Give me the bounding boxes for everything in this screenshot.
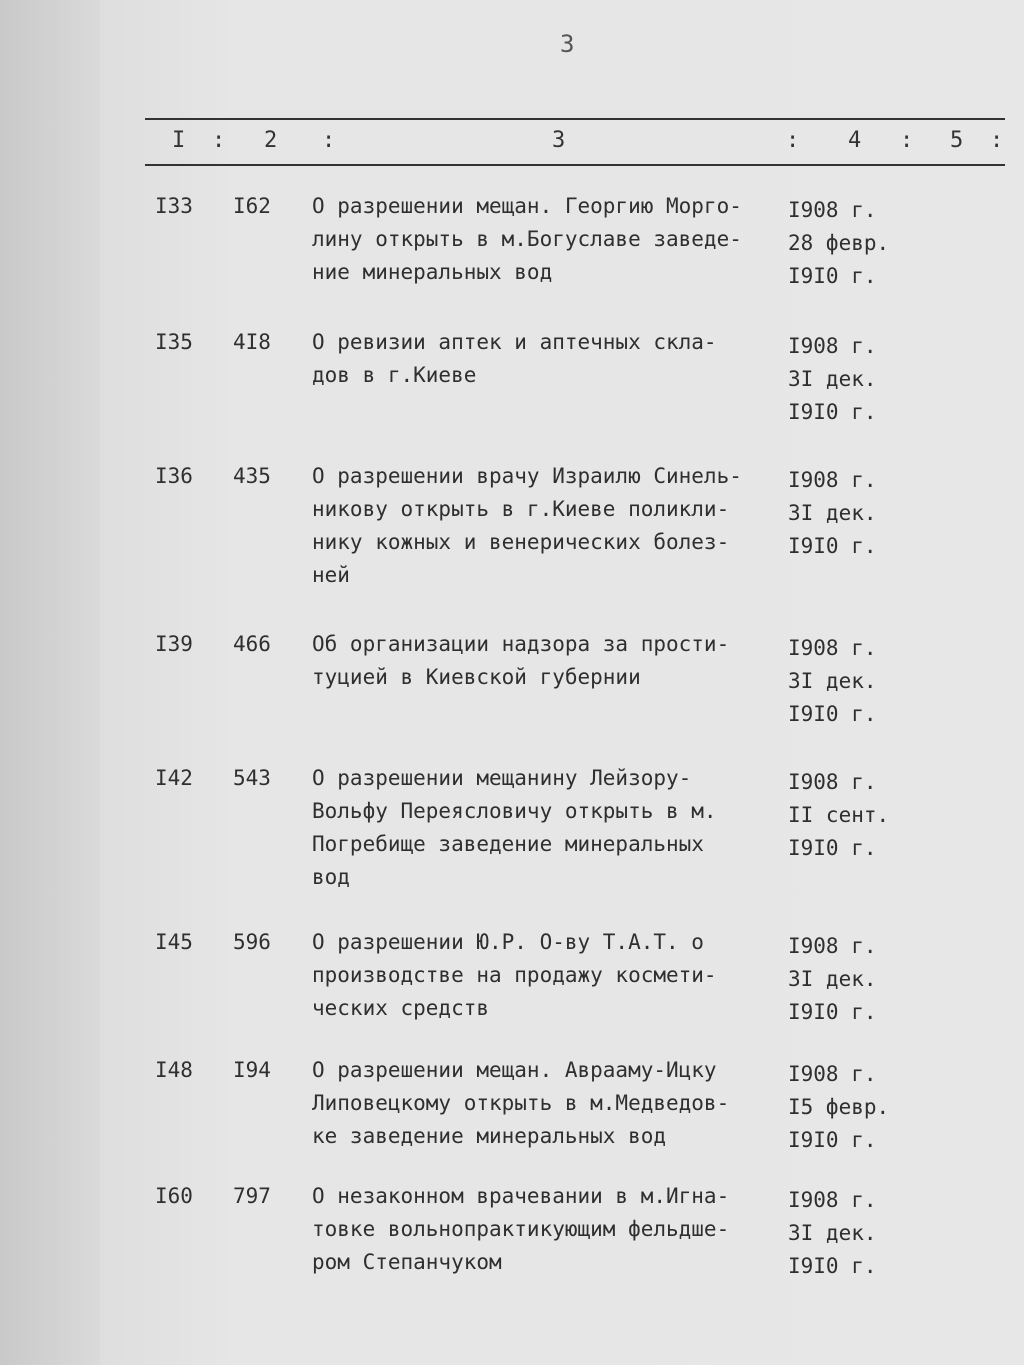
title-line: вод — [312, 865, 350, 889]
title-line: Об организации надзора за прости- — [312, 632, 730, 656]
entry-title — [312, 926, 788, 1025]
date-line: I908 г. — [788, 636, 877, 660]
title-line: ке заведение минеральных вод — [312, 1124, 667, 1148]
case-number: 466 — [233, 632, 271, 656]
date-line: I908 г. — [788, 334, 877, 358]
title-line: О незаконном врачевании в м.Игна- — [312, 1184, 730, 1208]
entry-title — [312, 762, 788, 894]
case-number: I94 — [233, 1058, 271, 1082]
entry-number: I39 — [155, 632, 193, 656]
entry-dates — [788, 330, 898, 429]
title-line: Вольфу Переясловичу открыть в м. — [312, 799, 717, 823]
entry-number: I36 — [155, 464, 193, 488]
title-line: ром Степанчуком — [312, 1250, 502, 1274]
title-line: лину открыть в м.Богуславе заведе- — [312, 227, 742, 251]
entry-title — [312, 628, 788, 694]
entry-dates — [788, 632, 898, 731]
entry-title — [312, 190, 788, 289]
date-line: I9I0 г. — [788, 534, 877, 558]
header-col-4: 4 — [848, 128, 862, 153]
page-number: 3 — [560, 30, 575, 58]
date-line: I9I0 г. — [788, 400, 877, 424]
table-top-rule — [145, 118, 1005, 120]
header-separator: : — [990, 128, 1004, 153]
title-line: О разрешении мещанину Лейзору- — [312, 766, 692, 790]
title-line: О разрешении Ю.Р. О-ву Т.А.Т. о — [312, 930, 704, 954]
title-line: товке вольнопрактикующим фельдше- — [312, 1217, 730, 1241]
title-line: дов в г.Киеве — [312, 363, 477, 387]
case-number: 596 — [233, 930, 271, 954]
entry-dates — [788, 194, 898, 293]
date-line: I5 февр. — [788, 1095, 890, 1119]
date-line: 28 февр. — [788, 231, 890, 255]
title-line: О разрешении врачу Израилю Синель- — [312, 464, 742, 488]
entry-dates — [788, 464, 898, 563]
title-line: ние минеральных вод — [312, 260, 553, 284]
table-header-rule — [145, 164, 1005, 166]
header-col-5: 5 — [950, 128, 964, 153]
date-line: I908 г. — [788, 198, 877, 222]
date-line: 3I дек. — [788, 501, 877, 525]
entry-number: I42 — [155, 766, 193, 790]
date-line: I9I0 г. — [788, 1000, 877, 1024]
entry-title — [312, 1054, 788, 1153]
header-col-2: 2 — [264, 128, 278, 153]
date-line: 3I дек. — [788, 367, 877, 391]
title-line: Погребище заведение минеральных — [312, 832, 704, 856]
title-line: производстве на продажу космети- — [312, 963, 717, 987]
entry-dates — [788, 1184, 898, 1283]
date-line: 3I дек. — [788, 669, 877, 693]
header-col-3: 3 — [552, 128, 566, 153]
title-line: никову открыть в г.Киеве поликли- — [312, 497, 730, 521]
entry-dates — [788, 766, 898, 865]
date-line: I9I0 г. — [788, 264, 877, 288]
entry-number: I48 — [155, 1058, 193, 1082]
date-line: 3I дек. — [788, 967, 877, 991]
previous-page-edge — [0, 0, 110, 1365]
entry-number: I60 — [155, 1184, 193, 1208]
date-line: I9I0 г. — [788, 1254, 877, 1278]
date-line: I908 г. — [788, 1188, 877, 1212]
title-line: О ревизии аптек и аптечных скла- — [312, 330, 717, 354]
title-line: ческих средств — [312, 996, 490, 1020]
title-line: ней — [312, 563, 350, 587]
entry-title — [312, 460, 788, 592]
date-line: I908 г. — [788, 1062, 877, 1086]
entry-dates — [788, 1058, 898, 1157]
date-line: I908 г. — [788, 770, 877, 794]
date-line: I908 г. — [788, 934, 877, 958]
date-line: I9I0 г. — [788, 836, 877, 860]
header-separator: : — [212, 128, 226, 153]
table-header — [0, 128, 1024, 164]
title-line: Липовецкому открыть в м.Медведов- — [312, 1091, 730, 1115]
header-separator: : — [322, 128, 336, 153]
header-separator: : — [900, 128, 914, 153]
case-number: 543 — [233, 766, 271, 790]
case-number: 435 — [233, 464, 271, 488]
case-number: 797 — [233, 1184, 271, 1208]
entry-title — [312, 1180, 788, 1279]
entry-number: I45 — [155, 930, 193, 954]
date-line: I9I0 г. — [788, 1128, 877, 1152]
date-line: I9I0 г. — [788, 702, 877, 726]
title-line: туцией в Киевской губернии — [312, 665, 641, 689]
case-number: I62 — [233, 194, 271, 218]
title-line: нику кожных и венерических болез- — [312, 530, 730, 554]
title-line: О разрешении мещан. Аврааму-Ицку — [312, 1058, 717, 1082]
date-line: 3I дек. — [788, 1221, 877, 1245]
header-col-1: I — [172, 128, 186, 153]
case-number: 4I8 — [233, 330, 271, 354]
title-line: О разрешении мещан. Георгию Морго- — [312, 194, 742, 218]
date-line: II сент. — [788, 803, 890, 827]
entry-title — [312, 326, 788, 392]
entry-number: I33 — [155, 194, 193, 218]
entry-number: I35 — [155, 330, 193, 354]
entry-dates — [788, 930, 898, 1029]
date-line: I908 г. — [788, 468, 877, 492]
header-separator: : — [786, 128, 800, 153]
